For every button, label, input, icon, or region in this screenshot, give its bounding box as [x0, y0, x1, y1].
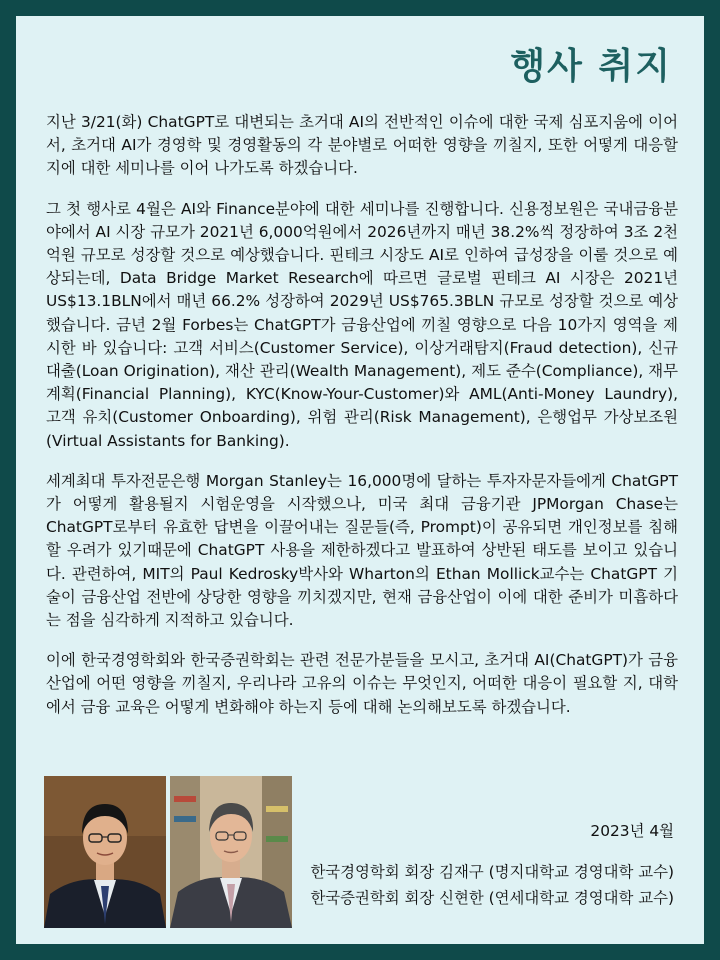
paragraph-1: 지난 3/21(화) ChatGPT로 대변되는 초거대 AI의 전반적인 이슈에 대한 국제 심포지움에 이어서, 초거대 AI가 경영학 및 경영활동의 각 분야별로 어떠한 영향을 끼칠지, 또한 어떻게 대응할지에 대한 세미나를 이어 나가도록 하겠습니다. — [46, 113, 678, 178]
portrait-photo-president-1 — [44, 776, 166, 928]
paragraph-3: 세계최대 투자전문은행 Morgan Stanley는 16,000명에 달하는 투자자문자들에게 ChatGPT가 어떻게 활용될지 시험운영을 시작했으나, 미국 최대 금융기관 JPMorgan Chase는 ChatGPT로부터 유효한 답변을 이끌어내는 질문들(즉, Prompt)이 공유되면 개인정보를 침해할 우려가 있기때문에 ChatGPT 사용을 제한하겠다고 발표하여 상반된 태도를 보이고 있습니다. 관련하여, MIT의 Paul Kedrosky박사와 Wharton의 Ethan Mollick교수는 ChatGPT 기술이 금융산업 전반에 상당한 영향을 끼치겠지만, 현재 금융산업이 이에 대한 준비가 미흡하다는 점을 심각하게 지적하고 있습니다. — [46, 471, 678, 630]
signature-line-2: 한국증권학회 회장 신현한 (연세대학교 경영대학 교수) — [310, 889, 674, 907]
portrait-photo-president-2 — [170, 776, 292, 928]
paragraph-4: 이에 한국경영학회와 한국증권학회는 관련 전문가분들을 모시고, 초거대 AI(ChatGPT)가 금융산업에 어떤 영향을 끼칠지, 우리나라 고유의 이슈는 무엇인지, 어떠한 대응이 필요할 지, 대학에서 금융 교육은 어떻게 변화해야 하는지 등에 대해 논의해보도록 하겠습니다. — [46, 651, 678, 716]
paragraph-2: 그 첫 행사로 4월은 AI와 Finance분야에 대한 세미나를 진행합니다. 신용정보원은 국내금융분야에서 AI 시장 규모가 2021년 6,000억원에서 2026년까지 매년 38.2%씩 정장하여 3조 2천억원 규모로 성장할 것으로 예상했습니다. 핀테크 시장도 AI로 인하여 급성장을 이룰 것으로 예상되는데, Data Bridge Market Research에 따르면 글로벌 핀테크 AI 시장은 2021년 US$13.1BLN에서 매년 66.2% 성장하여 2029년 US$765.3BLN 규모로 성장할 것으로 예상했습니다. 금년 2월 Forbes는 ChatGPT가 금융산업에 끼칠 영향으로 다음 10가지 영역을 제시한 바 있습니다: 고객 서비스(Customer Service), 이상거래탐지(Fraud detection), 신규 대출(Loan Origination), 재산 관리(Wealth Management), 제도 준수(Compliance), 재무 계획(Financial Planning), KYC(Know-Your-Customer)와 AML(Anti-Money Laundry), 고객 유치(Customer Onboarding), 위험 관리(Risk Management), 은행업무 가상보조원(Virtual Assistants for Banking). — [46, 199, 678, 450]
document-page — [16, 16, 704, 944]
date: 2023년 4월 — [590, 822, 674, 840]
signature-line-1: 한국경영학회 회장 김재구 (명지대학교 경영대학 교수) — [310, 863, 674, 881]
body-text — [46, 111, 678, 736]
page-title: 행사 취지 — [510, 46, 672, 87]
